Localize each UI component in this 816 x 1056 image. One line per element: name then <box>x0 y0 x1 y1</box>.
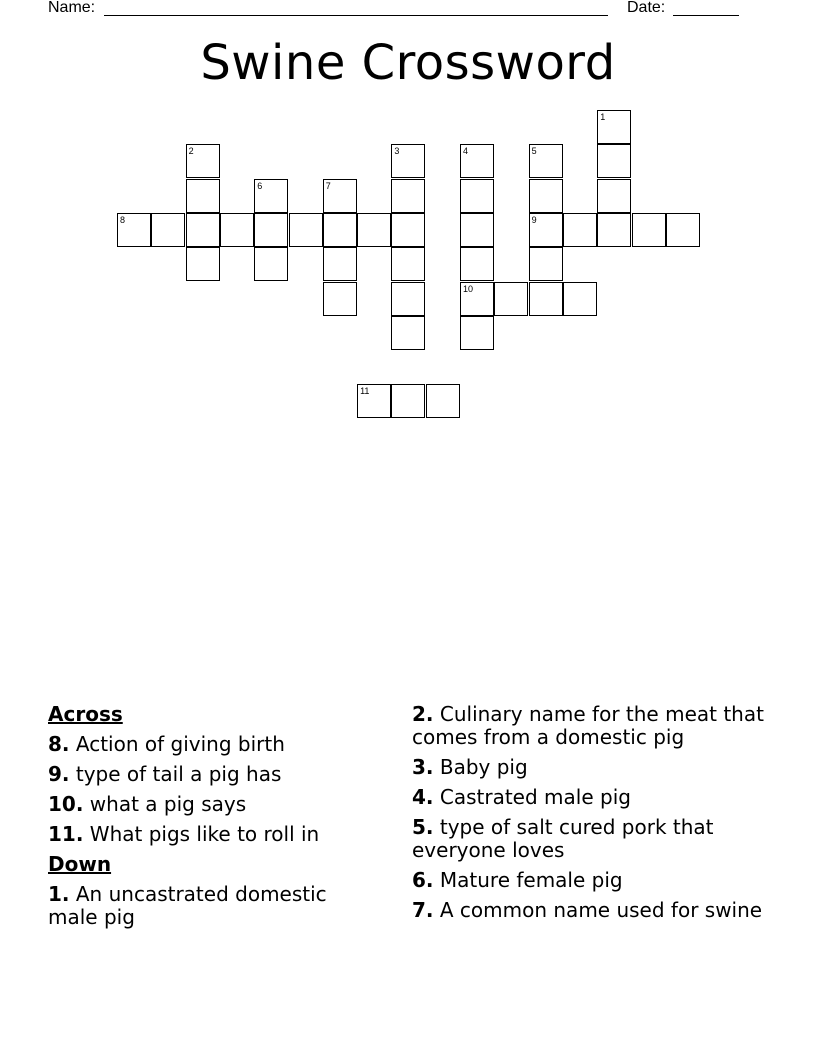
grid-cell[interactable] <box>529 213 563 247</box>
grid-cell[interactable] <box>254 213 288 247</box>
grid-cell[interactable] <box>632 213 666 247</box>
down-heading: Down <box>48 852 112 876</box>
grid-cell[interactable] <box>597 144 631 178</box>
grid-cell[interactable] <box>186 144 220 178</box>
grid-cell-number: 3 <box>394 146 400 157</box>
grid-cell[interactable] <box>529 282 563 316</box>
clues-column-right <box>412 703 772 929</box>
grid-cell[interactable] <box>186 179 220 213</box>
grid-cell[interactable] <box>323 282 357 316</box>
clue-across-8: 8. Action of giving birth <box>48 732 285 756</box>
grid-cell[interactable] <box>391 316 425 350</box>
clue-across-11: 11. What pigs like to roll in <box>48 822 320 846</box>
clue-down-2: 2. Culinary name for the meat that comes from a domestic pig <box>412 702 764 749</box>
clue-across-10: 10. what a pig says <box>48 792 247 816</box>
grid-cell[interactable] <box>666 213 700 247</box>
grid-cell[interactable] <box>289 213 323 247</box>
grid-cell[interactable] <box>391 213 425 247</box>
grid-cell[interactable] <box>254 247 288 281</box>
grid-cell[interactable] <box>323 247 357 281</box>
grid-cell-number: 9 <box>531 214 537 225</box>
grid-cell[interactable] <box>460 213 494 247</box>
grid-cell[interactable] <box>186 213 220 247</box>
grid-cell[interactable] <box>117 213 151 247</box>
grid-cell-number: 8 <box>120 214 126 225</box>
grid-cell[interactable] <box>426 384 460 418</box>
grid-cell[interactable] <box>529 179 563 213</box>
grid-cell[interactable] <box>597 179 631 213</box>
clue-across-9: 9. type of tail a pig has <box>48 762 282 786</box>
grid-cell-number: 1 <box>600 112 606 122</box>
grid-cell[interactable] <box>460 282 494 316</box>
grid-cell-number: 7 <box>325 180 331 191</box>
grid-cell[interactable] <box>391 384 425 418</box>
grid-cell[interactable] <box>460 144 494 178</box>
date-label: Date: <box>627 0 666 16</box>
grid-cell[interactable] <box>563 282 597 316</box>
clue-down-3: 3. Baby pig <box>412 755 528 779</box>
grid-cell[interactable] <box>357 213 391 247</box>
grid-cell-number: 11 <box>360 386 370 397</box>
grid-cell[interactable] <box>529 144 563 178</box>
page-title: Swine Crossword <box>200 35 616 91</box>
grid-cell[interactable] <box>460 179 494 213</box>
clue-down-5: 5. type of salt cured pork that everyone loves <box>412 815 714 862</box>
grid-cell[interactable] <box>494 282 528 316</box>
grid-cell[interactable] <box>597 110 631 144</box>
name-label: Name: <box>48 0 96 16</box>
grid-cell[interactable] <box>391 144 425 178</box>
grid-cell[interactable] <box>563 213 597 247</box>
grid-cell[interactable] <box>460 247 494 281</box>
grid-cell-number: 6 <box>257 180 263 191</box>
clue-down-7: 7. A common name used for swine <box>412 898 763 922</box>
grid-cell-number: 5 <box>531 146 537 157</box>
grid-cell[interactable] <box>460 316 494 350</box>
grid-cell[interactable] <box>220 213 254 247</box>
clues-column-left <box>48 703 378 936</box>
grid-cell[interactable] <box>254 179 288 213</box>
clue-down-6: 6. Mature female pig <box>412 868 623 892</box>
across-heading: Across <box>48 702 123 726</box>
grid-cell-number: 2 <box>188 146 194 157</box>
grid-cell[interactable] <box>186 247 220 281</box>
grid-cell[interactable] <box>323 213 357 247</box>
grid-cell[interactable] <box>391 247 425 281</box>
clue-down-1: 1. An uncastrated domestic male pig <box>48 882 327 929</box>
grid-cell[interactable] <box>391 282 425 316</box>
grid-cell[interactable] <box>151 213 185 247</box>
grid-cell[interactable] <box>597 213 631 247</box>
grid-cell-number: 4 <box>463 146 469 157</box>
grid-cell[interactable] <box>357 384 391 418</box>
grid-cell[interactable] <box>323 179 357 213</box>
grid-cell[interactable] <box>529 247 563 281</box>
grid-cell-number: 10 <box>463 283 474 294</box>
grid-cell[interactable] <box>391 179 425 213</box>
clue-down-4: 4. Castrated male pig <box>412 785 631 809</box>
crossword-grid <box>0 0 816 430</box>
